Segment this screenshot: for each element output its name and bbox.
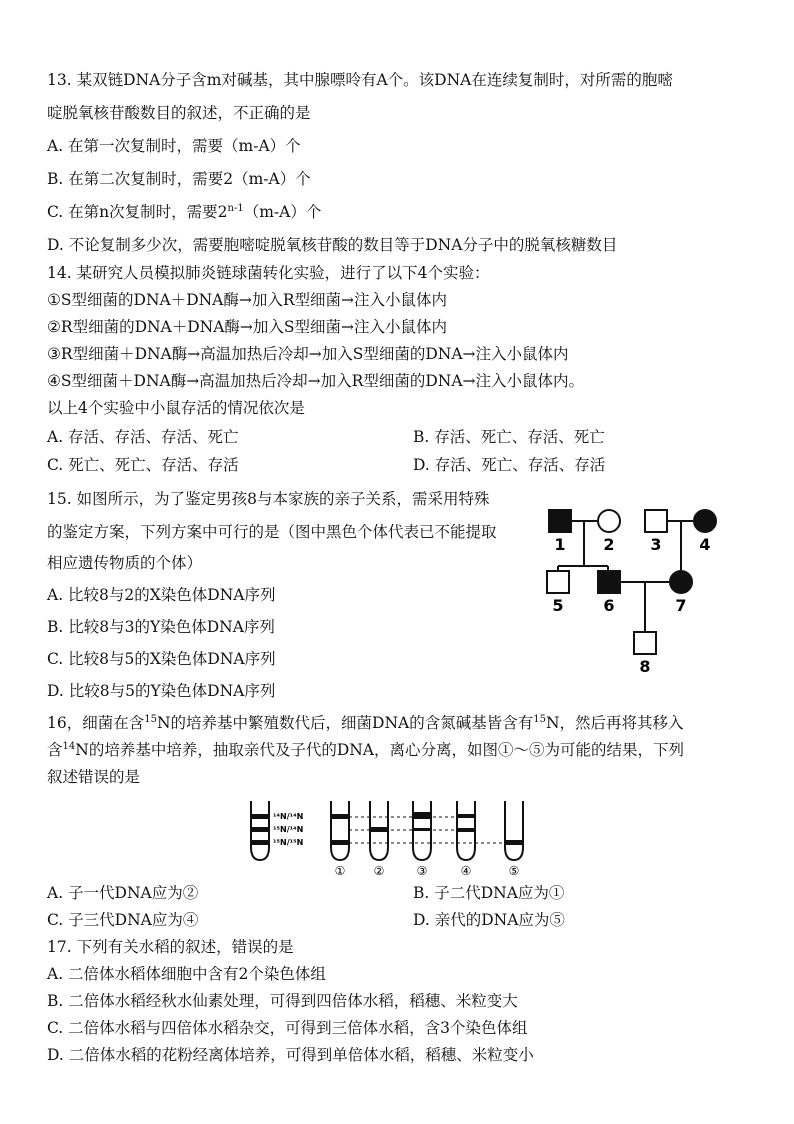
tube-1-band-15n15n: [331, 840, 349, 845]
tube-2-band-15n14n: [370, 827, 388, 832]
pedigree-label-8: 8: [639, 657, 651, 675]
q16-option-c: C. 子三代DNA应为④: [47, 911, 199, 929]
pedigree-female-4-affected: [694, 510, 716, 532]
q14-option-c: C. 死亡、死亡、存活、存活: [47, 456, 239, 474]
q14-option-a: A. 存活、存活、存活、死亡: [47, 428, 239, 446]
q15-option-d: D. 比较8与5的Y染色体DNA序列: [47, 682, 276, 700]
tube-4-band-14n14n: [457, 814, 475, 818]
band-label-15n14n: ¹⁵N/¹⁴N: [273, 825, 304, 834]
pedigree-male-5: [547, 571, 569, 593]
pedigree-diagram: [540, 500, 740, 675]
tube-5: [505, 801, 523, 860]
pedigree-male-1-affected: [549, 510, 571, 532]
tube-label-4: ④: [460, 864, 472, 878]
q13-option-c-exponent: n-1: [227, 202, 244, 214]
q16-s1-mid: N的培养基中繁殖数代后，细菌DNA的含氮碱基皆含有: [156, 714, 534, 732]
pedigree-label-3: 3: [650, 535, 662, 554]
pedigree-male-3: [645, 510, 667, 532]
tube-1: [331, 801, 349, 860]
q16-option-a: A. 子一代DNA应为②: [47, 884, 199, 902]
ref-band-14n14n: [251, 814, 269, 819]
q14-option-b: B. 存活、死亡、存活、死亡: [413, 428, 605, 446]
q13-option-b: B. 在第二次复制时，需要2（m-A）个: [47, 170, 311, 188]
tube-3-band-14n14n: [413, 812, 431, 819]
q16-s1-isotope-1: 15: [144, 713, 157, 725]
q16-stem-line-3: 叙述错误的是: [47, 768, 141, 786]
q14-experiment-2: ②R型细菌的DNA＋DNA酶→加入S型细菌→注入小鼠体内: [47, 318, 448, 336]
q13-option-c: [47, 202, 321, 222]
q16-option-d: D. 亲代的DNA应为⑤: [413, 911, 565, 929]
tube-1-band-14n14n: [331, 814, 349, 819]
q13-option-c-post: （m-A）个: [243, 203, 322, 221]
q13-option-a: A. 在第一次复制时，需要（m-A）个: [47, 137, 301, 155]
pedigree-female-7-affected: [670, 571, 692, 593]
q16-s2-pre: 含: [47, 741, 63, 759]
q16-option-b: B. 子二代DNA应为①: [413, 884, 565, 902]
q16-s2-isotope: 14: [62, 740, 76, 752]
band-label-15n15n: ¹⁵N/¹⁵N: [273, 838, 304, 847]
pedigree-label-7: 7: [675, 596, 687, 615]
tube-4-band-15n14n: [457, 828, 475, 832]
tube-label-5: ⑤: [508, 864, 520, 878]
q13-option-d: D. 不论复制多少次，需要胞嘧啶脱氧核苷酸的数目等于DNA分子中的脱氧核糖数目: [47, 236, 618, 254]
tube-label-1: ①: [334, 864, 346, 878]
q14-stem: 14. 某研究人员模拟肺炎链球菌转化实验，进行了以下4个实验：: [47, 264, 490, 282]
q17-option-a: A. 二倍体水稻体细胞中含有2个染色体组: [47, 965, 326, 983]
pedigree-label-4: 4: [699, 535, 711, 554]
pedigree-male-8: [634, 632, 656, 654]
centrifuge-tubes-diagram: [245, 795, 535, 880]
q13-option-c-pre: C. 在第n次复制时，需要2: [47, 203, 228, 221]
q15-stem-line-1: 15. 如图所示，为了鉴定男孩8与本家族的亲子关系，需采用特殊: [47, 490, 490, 508]
q16-s2-post: N的培养基中培养，抽取亲代及子代的DNA，离心分离，如图①～⑤为可能的结果，下列: [75, 741, 684, 759]
q16-s1-pre: 16，细菌在含: [47, 714, 145, 732]
q16-stem-line-2: [47, 740, 684, 760]
pedigree-label-6: 6: [603, 596, 615, 615]
q14-experiment-1: ①S型细菌的DNA＋DNA酶→加入R型细菌→注入小鼠体内: [47, 291, 448, 309]
q17-option-c: C. 二倍体水稻与四倍体水稻杂交，可得到三倍体水稻，含3个染色体组: [47, 1019, 528, 1037]
pedigree-label-2: 2: [603, 535, 615, 554]
q14-experiment-4: ④S型细菌＋DNA酶→高温加热后冷却→加入R型细菌的DNA→注入小鼠体内。: [47, 372, 585, 390]
q14-option-d: D. 存活、死亡、存活、存活: [413, 456, 606, 474]
tube-3-band-15n14n: [413, 828, 431, 831]
q17-option-b: B. 二倍体水稻经秋水仙素处理，可得到四倍体水稻，稻穗、米粒变大: [47, 992, 518, 1010]
pedigree-female-2: [598, 510, 620, 532]
q13-stem-line-1: 13. 某双链DNA分子含m对碱基，其中腺嘌呤有A个。该DNA在连续复制时，对所需的胞嘧: [47, 71, 673, 89]
pedigree-male-6-affected: [598, 571, 620, 593]
ref-band-15n14n: [251, 827, 269, 832]
q14-question: 以上4个实验中小鼠存活的情况依次是: [47, 399, 305, 417]
q15-option-a: A. 比较8与2的X染色体DNA序列: [47, 586, 276, 604]
q15-stem-line-3: 相应遗传物质的个体）: [47, 554, 203, 572]
tube-label-2: ②: [373, 864, 385, 878]
q14-experiment-3: ③R型细菌＋DNA酶→高温加热后冷却→加入S型细菌的DNA→注入小鼠体内: [47, 345, 569, 363]
pedigree-label-1: 1: [554, 535, 566, 554]
q16-s1-isotope-2: 15: [533, 713, 546, 725]
q15-stem-line-2: 的鉴定方案，下列方案中可行的是（图中黑色个体代表已不能提取: [47, 523, 497, 541]
band-label-14n14n: ¹⁴N/¹⁴N: [273, 812, 304, 821]
q13-stem-line-2: 啶脱氧核苷酸数目的叙述，不正确的是: [47, 104, 311, 122]
pedigree-label-5: 5: [552, 596, 564, 615]
q16-s1-post: N，然后再将其移入: [545, 714, 684, 732]
q16-stem-line-1: [47, 713, 684, 733]
tube-5-band-15n15n: [505, 840, 523, 845]
q17-stem: 17. 下列有关水稻的叙述，错误的是: [47, 938, 294, 956]
q17-option-d: D. 二倍体水稻的花粉经离体培养，可得到单倍体水稻，稻穗、米粒变小: [47, 1046, 534, 1064]
q15-option-b: B. 比较8与3的Y染色体DNA序列: [47, 618, 275, 636]
ref-band-15n15n: [251, 840, 269, 845]
tube-label-3: ③: [416, 864, 428, 878]
q15-option-c: C. 比较8与5的X染色体DNA序列: [47, 650, 276, 668]
